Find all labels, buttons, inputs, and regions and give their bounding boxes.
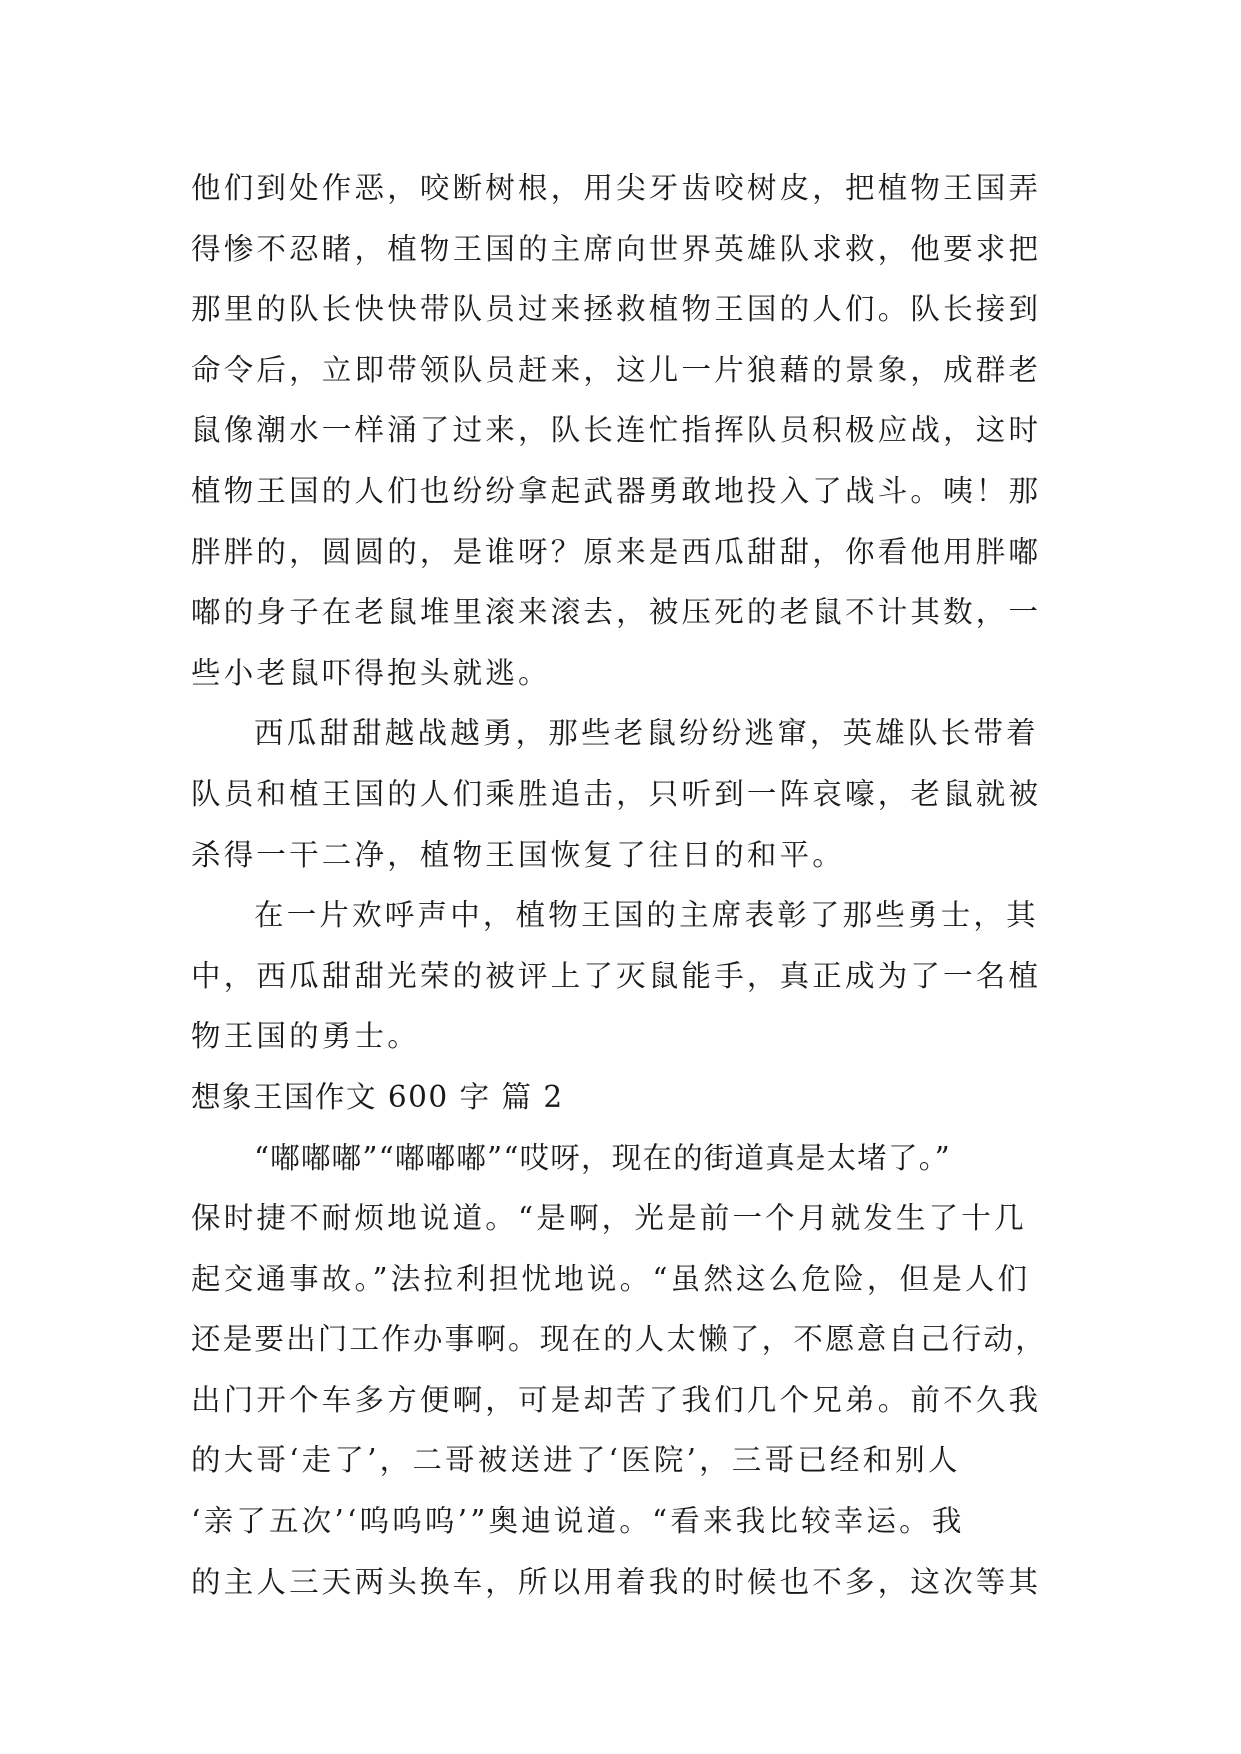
section-heading: 想象王国作文 600 字 篇 2 — [191, 1079, 564, 1114]
text-line: 些小老鼠吓得抱头就逃。 — [191, 655, 551, 690]
text-line: 物王国的勇士。 — [191, 1019, 420, 1054]
text-line: 命令后，立即带领队员赶来，这儿一片狼藉的景象，成群老 — [191, 352, 1042, 387]
text-line: 起交通事故。”法拉利担忧地说。“虽然这么危险，但是人们 — [191, 1261, 1031, 1296]
text-line: 保时捷不耐烦地说道。“是啊，光是前一个月就发生了十几 — [191, 1201, 1027, 1236]
text-line: ‘亲了五次’‘呜呜呜’”奥迪说道。“看来我比较幸运。我 — [191, 1504, 965, 1539]
paragraph-start-line: 在一片欢呼声中，植物王国的主席表彰了那些勇士，其 — [254, 898, 1039, 933]
text-line: 嘟的身子在老鼠堆里滚来滚去，被压死的老鼠不计其数，一 — [191, 595, 1042, 630]
text-line: 得惨不忍睹，植物王国的主席向世界英雄队求救，他要求把 — [191, 231, 1042, 266]
text-line: 的主人三天两头换车，所以用着我的时候也不多，这次等其 — [191, 1564, 1042, 1599]
text-line: 植物王国的人们也纷纷拿起武器勇敢地投入了战斗。咦！那 — [191, 473, 1042, 508]
paragraph-start-line: 西瓜甜甜越战越勇，那些老鼠纷纷逃窜，英雄队长带着 — [254, 716, 1039, 751]
text-line: 中，西瓜甜甜光荣的被评上了灭鼠能手，真正成为了一名植 — [191, 958, 1042, 993]
text-line: 那里的队长快快带队员过来拯救植物王国的人们。队长接到 — [191, 292, 1042, 327]
text-line: 还是要出门工作办事啊。现在的人太懒了，不愿意自己行动， — [191, 1322, 1047, 1357]
text-line: 鼠像潮水一样涌了过来，队长连忙指挥队员积极应战，这时 — [191, 413, 1042, 448]
text-line: 胖胖的，圆圆的，是谁呀？原来是西瓜甜甜，你看他用胖嘟 — [191, 534, 1042, 569]
paragraph-start-line: “嘟嘟嘟”“嘟嘟嘟”“哎呀，现在的街道真是太堵了。” — [254, 1140, 951, 1175]
text-line: 他们到处作恶，咬断树根，用尖牙齿咬树皮，把植物王国弄 — [191, 171, 1042, 205]
text-line: 队员和植王国的人们乘胜追击，只听到一阵哀嚎，老鼠就被 — [191, 776, 1042, 811]
document-body — [191, 158, 1061, 1612]
text-line: 出门开个车多方便啊，可是却苦了我们几个兄弟。前不久我 — [191, 1382, 1042, 1417]
text-line: 杀得一干二净，植物王国恢复了往日的和平。 — [191, 837, 846, 872]
text-line: 的大哥‘走了’，二哥被送进了‘医院’，三哥已经和别人 — [191, 1443, 961, 1478]
